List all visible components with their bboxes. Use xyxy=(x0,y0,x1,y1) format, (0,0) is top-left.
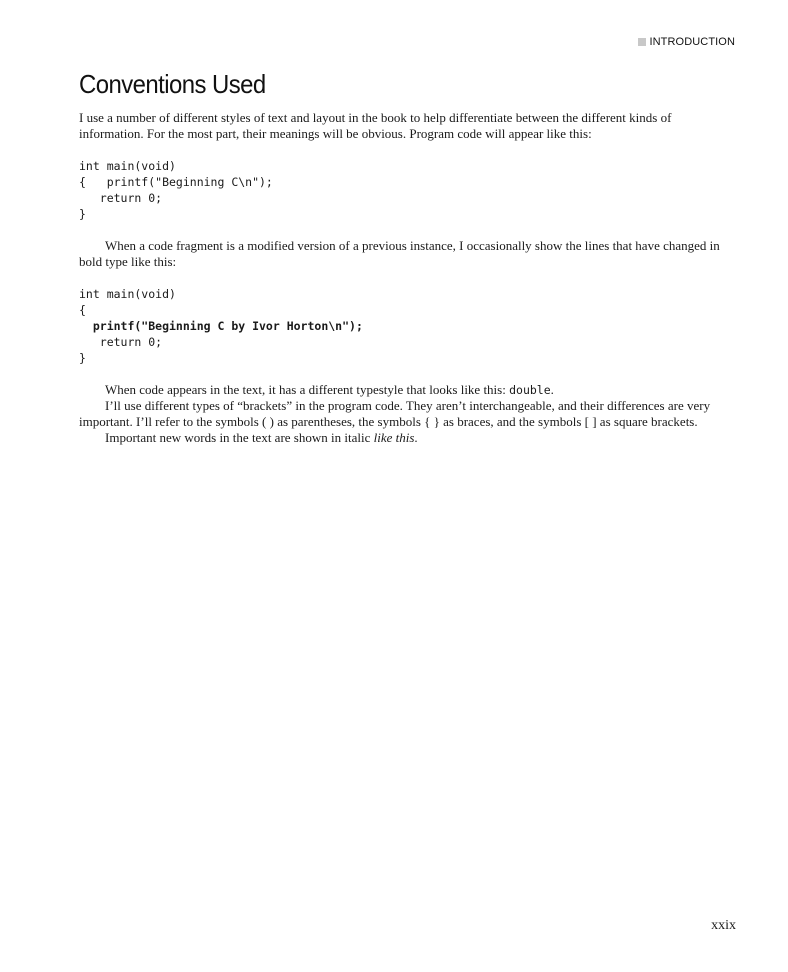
italic-sample: like this xyxy=(373,430,415,445)
code-line: } xyxy=(79,207,86,221)
code-line: return 0; xyxy=(79,335,163,349)
italic-text-after: . xyxy=(414,430,418,445)
paragraph-intro: I use a number of different styles of text and layout in the book to help differentiate between the different kinds of information. For the most part, their meanings will be obvious. Program code will appear like this: xyxy=(79,110,672,141)
code-block-2 xyxy=(79,286,724,366)
code-line: int main(void) xyxy=(79,159,176,173)
code-line: { xyxy=(79,303,86,317)
code-line: } xyxy=(79,351,86,365)
page-content xyxy=(79,68,724,446)
italic-text-before: Important new words in the text are shown in italic xyxy=(105,430,374,445)
code-line: return 0; xyxy=(79,191,163,205)
page-number: xxix xyxy=(711,918,736,933)
code-line-bold: printf("Beginning C by Ivor Horton\n"); xyxy=(79,319,363,333)
paragraph-inline-code xyxy=(79,382,724,398)
section-title: Conventions Used xyxy=(79,69,266,99)
paragraph-bold-note: When a code fragment is a modified version of a previous instance, I occasionally show the lines that have changed in bold type like this: xyxy=(79,238,720,269)
inline-code-text-after: . xyxy=(550,382,554,397)
inline-code-sample: double xyxy=(509,383,551,397)
header-square-icon xyxy=(638,38,646,46)
header-section-label: INTRODUCTION xyxy=(649,36,735,48)
inline-code-text-before: When code appears in the text, it has a different typestyle that looks like this: xyxy=(105,382,510,397)
paragraph-italic xyxy=(79,430,724,446)
code-line: { printf("Beginning C\n"); xyxy=(79,175,273,189)
code-block-1 xyxy=(79,158,724,222)
running-header xyxy=(638,36,735,48)
paragraph-brackets: I’ll use different types of “brackets” in the program code. They aren’t interchangeable, and their differences are very important. I’ll refer to the symbols ( ) as parentheses, the symbols { } as braces, and the symbols [ ] as square brackets. xyxy=(79,398,711,429)
code-line: int main(void) xyxy=(79,287,176,301)
